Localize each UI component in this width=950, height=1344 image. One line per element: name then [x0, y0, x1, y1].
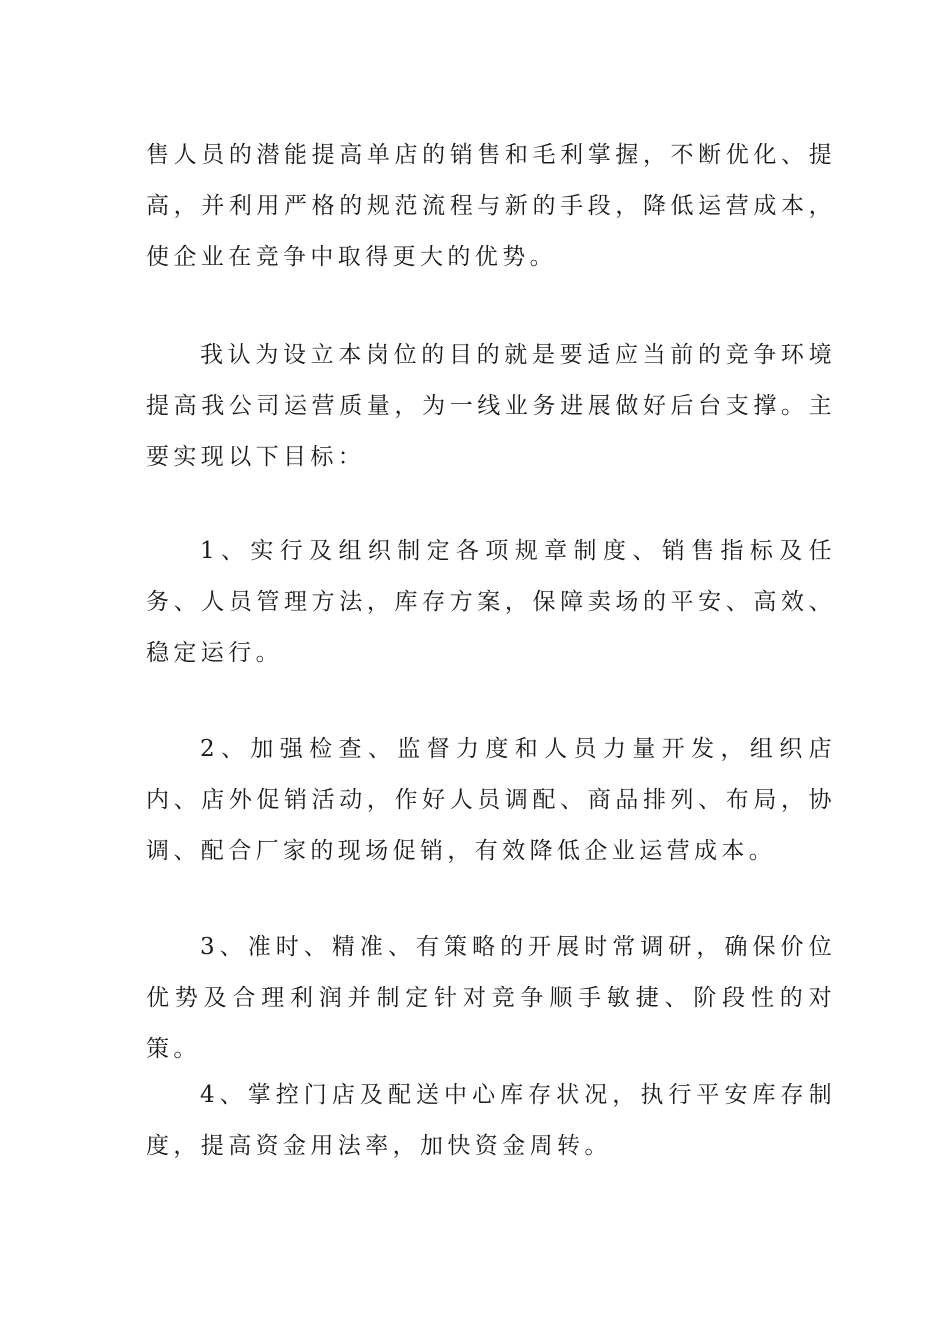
- paragraph-goal-2: 2、加强检查、监督力度和人员力量开发，组织店内、店外促销活动，作好人员调配、商品排列、布局，协调、配合厂家的现场促销，有效降低企业运营成本。: [146, 736, 836, 864]
- paragraph-goal-1: 1、实行及组织制定各项规章制度、销售指标及任务、人员管理方法，库存方案，保障卖场的平安、高效、稳定运行。: [146, 538, 836, 666]
- paragraph-goal-3: 3、准时、精准、有策略的开展时常调研，确保价位优势及合理利润并制定针对竞争顺手敏捷、阶段性的对策。: [146, 934, 836, 1062]
- paragraph-goal-4: 4、掌控门店及配送中心库存状况，执行平安库存制度，提高资金用法率，加快资金周转。: [146, 1082, 836, 1159]
- paragraph-continued: 售人员的潜能提高单店的销售和毛利掌握，不断优化、提高，并利用严格的规范流程与新的手段，降低运营成本，使企业在竞争中取得更大的优势。: [146, 142, 836, 270]
- paragraph-purpose: 我认为设立本岗位的目的就是要适应当前的竞争环境提高我公司运营质量，为一线业务进展做好后台支撑。主要实现以下目标：: [146, 342, 836, 470]
